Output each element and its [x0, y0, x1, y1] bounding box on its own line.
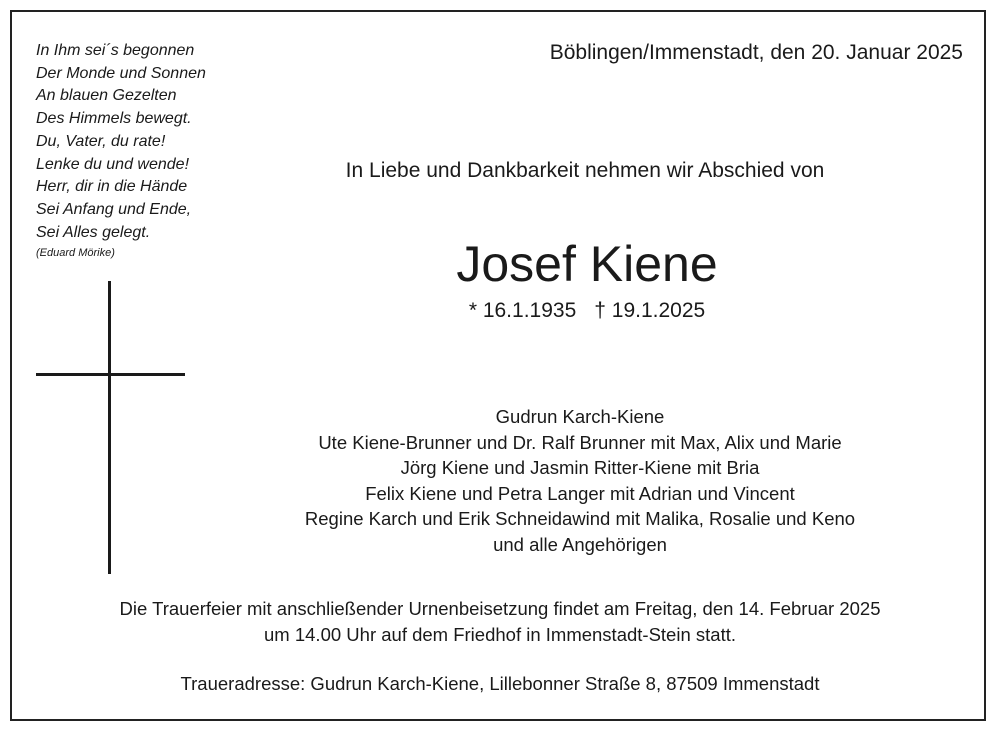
poem-line: An blauen Gezelten	[36, 87, 177, 105]
poem-line: Lenke du und wende!	[36, 155, 190, 173]
mourning-address: Traueradresse: Gudrun Karch-Kiene, Lillebonner Straße 8, 87509 Immenstadt	[180, 673, 820, 694]
place-date: Böblingen/Immenstadt, den 20. Januar 2025	[549, 41, 963, 64]
mourner-line: und alle Angehörigen	[493, 533, 667, 555]
mourners-list	[230, 404, 930, 558]
poem-line: Des Himmels bewegt.	[36, 110, 192, 128]
poem-line: In Ihm sei´s begonnen	[36, 42, 195, 59]
death-date: † 19.1.2025	[594, 299, 706, 322]
life-dates	[287, 296, 887, 326]
poem-line: Sei Alles gelegt.	[36, 223, 151, 241]
poem-author: (Eduard Mörike)	[36, 247, 115, 260]
service-info	[20, 596, 980, 648]
poem-line: Herr, dir in die Hände	[36, 178, 188, 196]
mourner-line: Gudrun Karch-Kiene	[495, 406, 665, 427]
poem	[36, 40, 276, 261]
poem-line: Du, Vater, du rate!	[36, 132, 166, 150]
service-line: Die Trauerfeier mit anschließender Urnenbeisetzung findet am Freitag, den 14. Februar 2025	[119, 598, 881, 619]
birth-date: * 16.1.1935	[468, 299, 577, 322]
farewell-intro: In Liebe und Dankbarkeit nehmen wir Abschied von	[345, 159, 825, 182]
mourner-line: Felix Kiene und Petra Langer mit Adrian und Vincent	[365, 482, 795, 504]
cross-vertical-bar	[108, 281, 111, 574]
service-line: um 14.00 Uhr auf dem Friedhof in Immenstadt-Stein statt.	[264, 624, 736, 645]
poem-line: Der Monde und Sonnen	[36, 64, 206, 82]
poem-line: Sei Anfang und Ende,	[36, 200, 192, 218]
mourner-line: Regine Karch und Erik Schneidawind mit Malika, Rosalie und Keno	[304, 508, 856, 530]
mourner-line: Jörg Kiene und Jasmin Ritter-Kiene mit Bria	[400, 457, 760, 479]
latin-cross-icon	[36, 281, 185, 574]
deceased-name: Josef Kiene	[456, 236, 718, 292]
mourner-line: Ute Kiene-Brunner und Dr. Ralf Brunner mit Max, Alix und Marie	[318, 431, 842, 453]
cross-horizontal-bar	[36, 373, 185, 376]
